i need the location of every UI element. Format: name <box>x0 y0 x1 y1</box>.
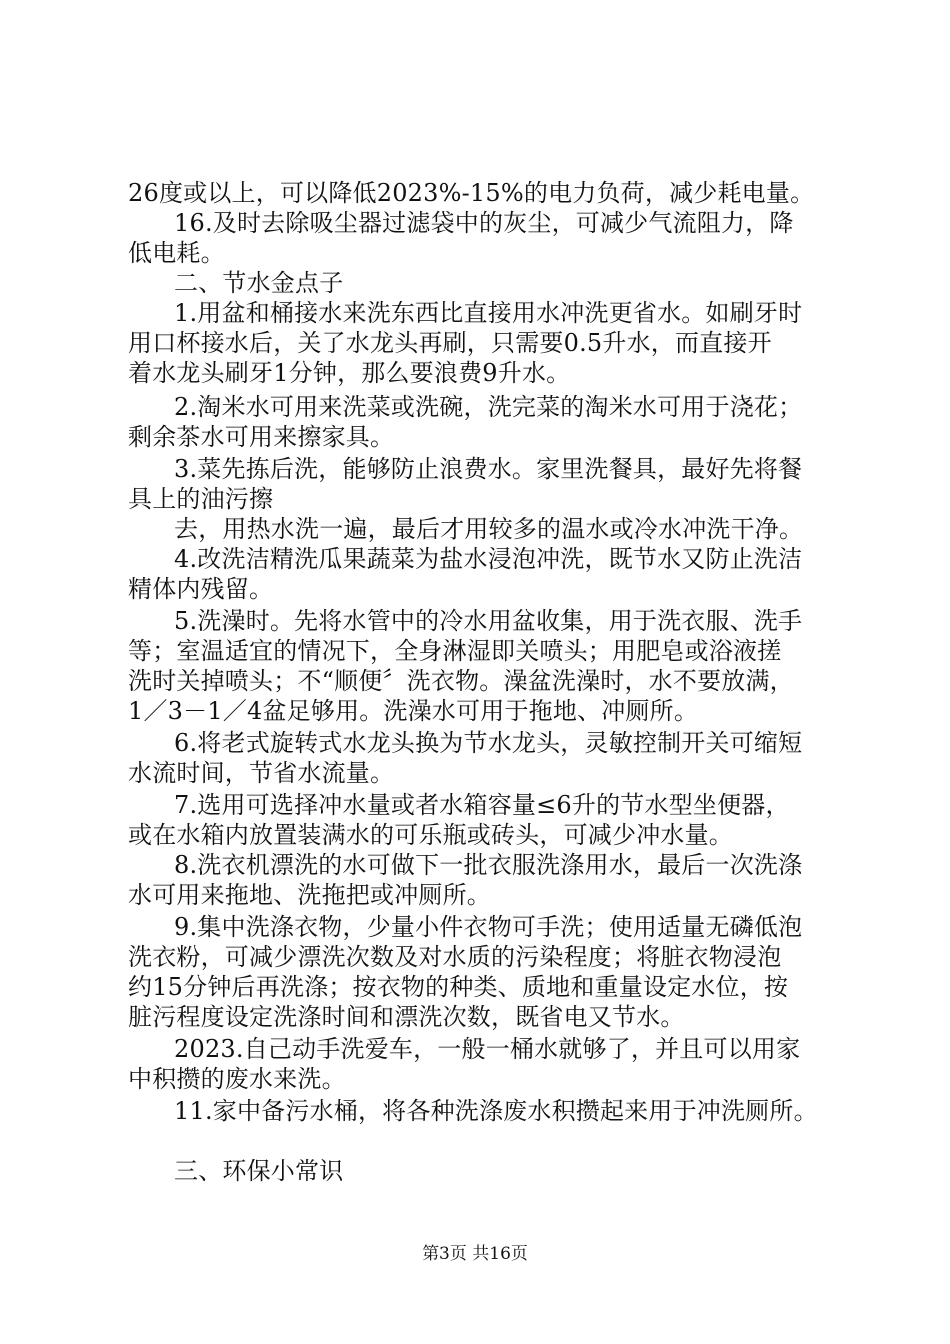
text-line: 8.洗衣机漂洗的水可做下一批衣服洗涤用水，最后一次洗涤 <box>174 851 803 879</box>
text-line: 剩余茶水可用来擦家具。 <box>128 423 395 451</box>
text-line: 26度或以上，可以降低2023%-15%的电力负荷，减少耗电量。 <box>128 179 815 207</box>
text-line: 2.淘米水可用来洗菜或洗碗，洗完菜的淘米水可用于浇花； <box>174 393 803 421</box>
page-footer: 第3页 共16页 <box>422 1244 528 1264</box>
text-line: 具上的油污擦 <box>128 485 274 513</box>
text-line: 9.集中洗涤衣物，少量小件衣物可手洗；使用适量无磷低泡 <box>174 913 803 941</box>
text-line: 洗衣粉，可减少漂洗次数及对水质的污染程度；将脏衣物浸泡 <box>128 943 782 971</box>
text-line: 2023.自己动手洗爱车，一般一桶水就够了，并且可以用家 <box>174 1035 801 1063</box>
text-line: 去，用热水洗一遍，最后才用较多的温水或冷水冲洗干净。 <box>174 515 804 543</box>
section-heading: 二、节水金点子 <box>174 269 344 297</box>
text-line: 1／3－1／4盆足够用。洗澡水可用于拖地、冲厕所。 <box>128 697 699 725</box>
text-line: 等；室温适宜的情况下，全身淋湿即关喷头；用肥皂或浴液搓 <box>128 637 782 665</box>
text-line: 5.洗澡时。先将水管中的冷水用盆收集，用于洗衣服、洗手 <box>174 607 803 635</box>
text-line: 1.用盆和桶接水来洗东西比直接用水冲洗更省水。如刷牙时 <box>174 299 803 327</box>
text-line: 约15分钟后再洗涤；按衣物的种类、质地和重量设定水位，按 <box>128 973 789 1001</box>
text-line: 7.选用可选择冲水量或者水箱容量≤6升的节水型坐便器， <box>174 791 790 819</box>
section-heading: 三、环保小常识 <box>174 1157 344 1185</box>
text-line: 3.菜先拣后洗，能够防止浪费水。家里洗餐具，最好先将餐 <box>174 455 803 483</box>
text-line: 中积攒的废水来洗。 <box>128 1065 346 1093</box>
text-line: 洗时关掉喷头；不“顺便〞洗衣物。澡盆洗澡时，水不要放满， <box>128 667 794 695</box>
text-line: 用口杯接水后，关了水龙头再刷，只需要0.5升水，而直接开 <box>128 329 772 357</box>
text-line: 着水龙头刷牙1分钟，那么要浪费9升水。 <box>128 359 571 387</box>
text-line: 水流时间，节省水流量。 <box>128 759 395 787</box>
text-line: 11.家中备污水桶，将各种洗涤废水积攒起来用于冲洗厕所。 <box>174 1097 818 1125</box>
text-line: 16.及时去除吸尘器过滤袋中的灰尘，可减少气流阻力，降 <box>174 209 794 237</box>
text-line: 或在水箱内放置装满水的可乐瓶或砖头，可减少冲水量。 <box>128 821 733 849</box>
text-line: 低电耗。 <box>128 239 225 267</box>
text-line: 脏污程度设定洗涤时间和漂洗次数，既省电又节水。 <box>128 1003 685 1031</box>
text-line: 精体内残留。 <box>128 575 274 603</box>
text-line: 4.改洗洁精洗瓜果蔬菜为盐水浸泡冲洗，既节水又防止洗洁 <box>174 545 803 573</box>
text-line: 水可用来拖地、洗拖把或冲厕所。 <box>128 881 491 909</box>
text-line: 6.将老式旋转式水龙头换为节水龙头，灵敏控制开关可缩短 <box>174 729 803 757</box>
